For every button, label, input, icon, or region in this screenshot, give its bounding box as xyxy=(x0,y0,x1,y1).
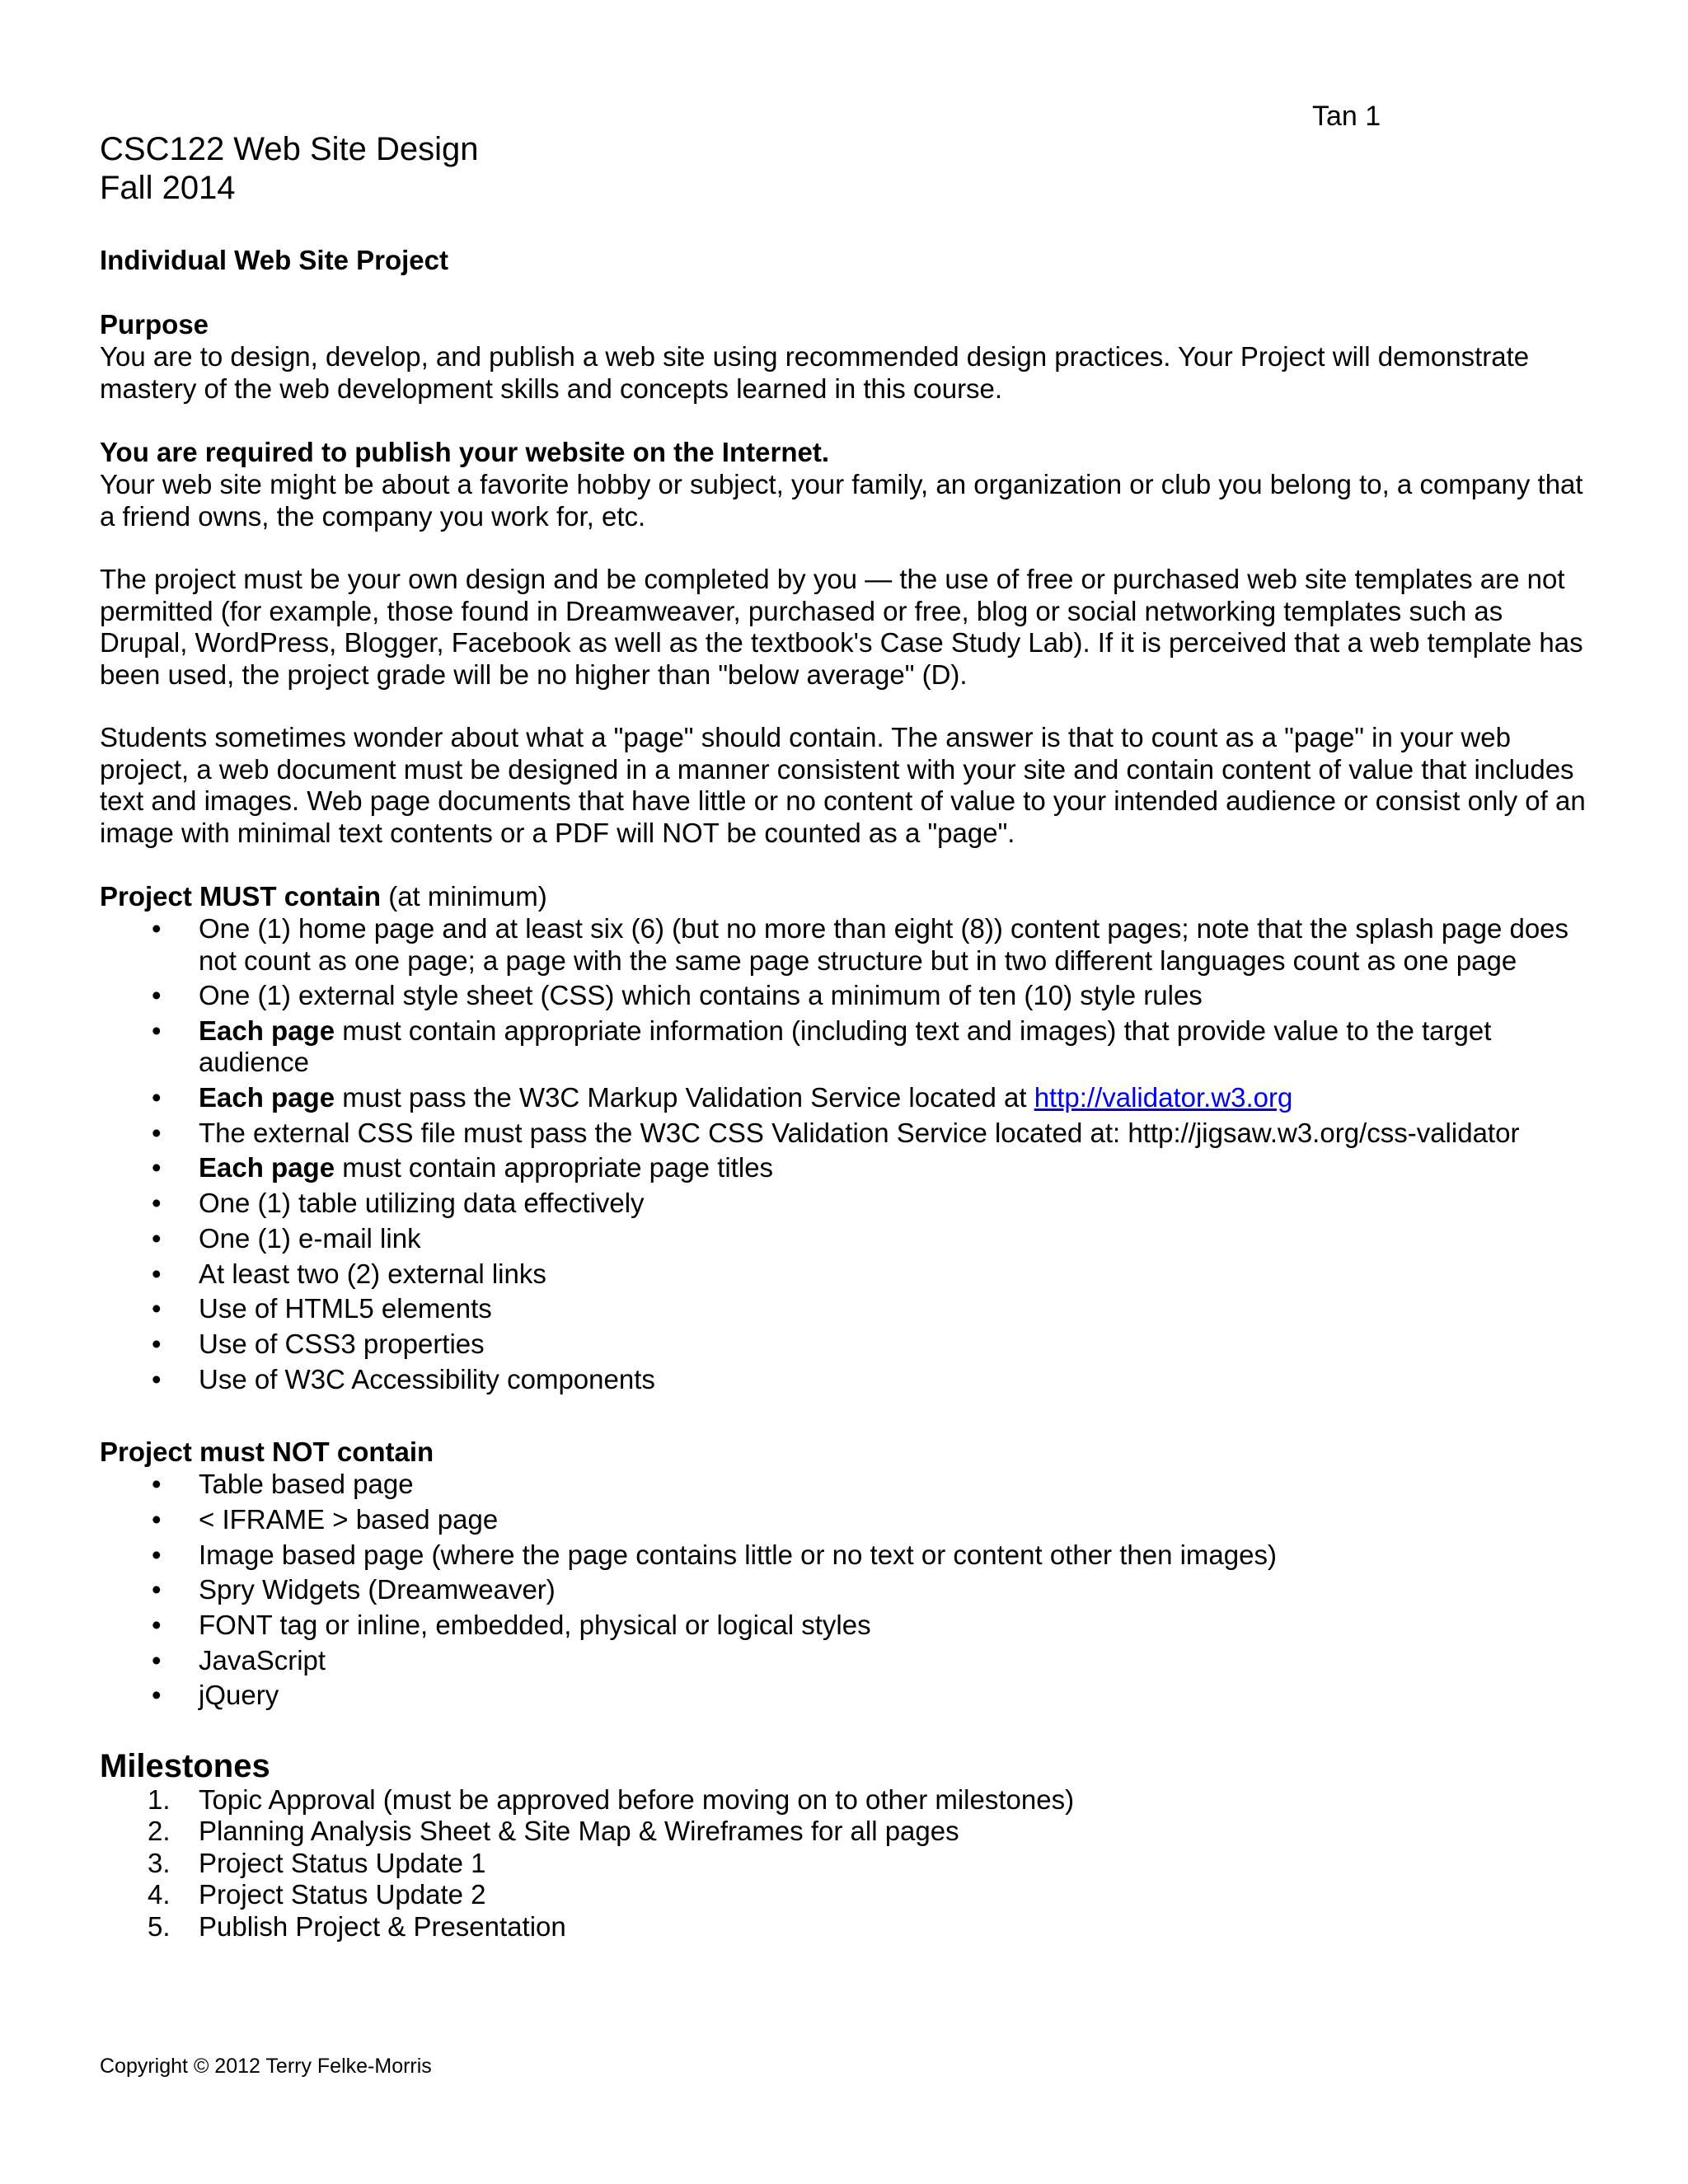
bullet-marker: • xyxy=(152,1117,162,1148)
must-contain-list xyxy=(100,913,1592,1395)
validator-link[interactable]: http://validator.w3.org xyxy=(1034,1082,1293,1113)
bullet-marker: • xyxy=(152,980,162,1011)
list-item xyxy=(100,1258,1592,1291)
list-item-text: Image based page (where the page contains little or no text or content other then images) xyxy=(199,1539,1277,1570)
milestone-text: Planning Analysis Sheet & Site Map & Wireframes for all pages xyxy=(199,1816,959,1847)
must-not-contain-list xyxy=(100,1469,1592,1712)
bullet-marker: • xyxy=(152,1469,162,1500)
bullet-marker: • xyxy=(152,1328,162,1359)
purpose-text: You are to design, develop, and publish a web site using recommended design practices. Your Project will demonstrate mastery of the web development skills and concepts learned in this course. xyxy=(100,341,1530,404)
course-term: Fall 2014 xyxy=(100,170,236,206)
list-item xyxy=(100,913,1592,977)
bullet-marker: • xyxy=(152,1539,162,1570)
milestone-number: 3. xyxy=(148,1847,171,1878)
bullet-marker: • xyxy=(152,1188,162,1219)
list-item xyxy=(100,1082,1592,1114)
list-item-text: Spry Widgets (Dreamweaver) xyxy=(199,1574,556,1605)
list-item xyxy=(100,1118,1592,1150)
list-item-bold: Each page xyxy=(199,1082,335,1113)
list-item xyxy=(100,1680,1592,1712)
course-title: CSC122 Web Site Design xyxy=(100,131,479,167)
must-not-contain-heading: Project must NOT contain xyxy=(100,1436,434,1468)
list-item xyxy=(100,1188,1592,1220)
milestone-item xyxy=(100,1879,1592,1911)
milestone-number: 2. xyxy=(148,1816,171,1847)
bullet-marker: • xyxy=(152,1258,162,1289)
list-item xyxy=(100,1540,1592,1572)
bullet-marker: • xyxy=(152,1610,162,1640)
list-item-text: Use of W3C Accessibility components xyxy=(199,1363,655,1394)
list-item-text: Table based page xyxy=(199,1469,414,1500)
list-item-text: JavaScript xyxy=(199,1644,326,1675)
list-item xyxy=(100,1610,1592,1642)
must-contain-heading-bold: Project MUST contain xyxy=(100,881,382,912)
list-item xyxy=(100,1015,1592,1079)
milestone-text: Topic Approval (must be approved before moving on to other milestones) xyxy=(199,1783,1075,1815)
bullet-marker: • xyxy=(152,1152,162,1183)
milestone-text: Publish Project & Presentation xyxy=(199,1910,566,1942)
page-number-header: Tan 1 xyxy=(1312,101,1381,132)
milestones-list xyxy=(100,1784,1592,1943)
list-item xyxy=(100,1504,1592,1536)
list-item-text: must contain appropriate information (including text and images) that provide value to the target audience xyxy=(199,1015,1492,1078)
own-design-text: The project must be your own design and be completed by you — the use of free or purchased web site templates are not permitted (for example, those found in Dreamweaver, purchased or free, blog or social networking templates such as Drupal, WordPress, Blogger, Facebook as well as the textbook's Case Study Lab). If it is perceived that a web template has been used, the project grade will be no higher than "below average" (D). xyxy=(100,564,1583,690)
list-item-text: FONT tag or inline, embedded, physical or logical styles xyxy=(199,1610,871,1640)
bullet-marker: • xyxy=(152,1363,162,1394)
bullet-marker: • xyxy=(152,1644,162,1675)
list-item-text: Use of CSS3 properties xyxy=(199,1328,485,1359)
list-item-text: At least two (2) external links xyxy=(199,1258,546,1289)
list-item-text: One (1) e-mail link xyxy=(199,1222,421,1254)
list-item-text: must pass the W3C Markup Validation Service located at xyxy=(335,1082,1034,1113)
publish-text: Your web site might be about a favorite hobby or subject, your family, an organization or club you belong to, a company that a friend owns, the company you work for, etc. xyxy=(100,469,1583,532)
bullet-marker: • xyxy=(152,1503,162,1535)
list-item xyxy=(100,1152,1592,1184)
list-item-bold: Each page xyxy=(199,1015,335,1046)
list-item xyxy=(100,1364,1592,1396)
bullet-marker: • xyxy=(152,913,162,944)
list-item xyxy=(100,980,1592,1012)
milestone-item xyxy=(100,1784,1592,1816)
list-item-text: Use of HTML5 elements xyxy=(199,1293,492,1324)
list-item-text: The external CSS file must pass the W3C CSS Validation Service located at: http://jigsaw.w3.org/css-validator xyxy=(199,1117,1520,1148)
list-item xyxy=(100,1223,1592,1255)
page-definition-text: Students sometimes wonder about what a "page" should contain. The answer is that to count as a "page" in your web project, a web document must be designed in a manner consistent with your site and contain content of value that includes text and images. Web page documents that have little or no content of value to your intended audience or consist only of an image with minimal text contents or a PDF will NOT be counted as a "page". xyxy=(100,722,1586,848)
copyright-footer: Copyright © 2012 Terry Felke-Morris xyxy=(100,2055,432,2078)
list-item-text: One (1) table utilizing data effectively xyxy=(199,1188,645,1219)
milestone-number: 4. xyxy=(148,1879,171,1910)
list-item xyxy=(100,1293,1592,1325)
milestone-item xyxy=(100,1816,1592,1848)
list-item xyxy=(100,1329,1592,1361)
bullet-marker: • xyxy=(152,1680,162,1711)
document-content xyxy=(100,130,1592,1943)
purpose-heading: Purpose xyxy=(100,309,209,340)
list-item xyxy=(100,1469,1592,1501)
milestone-text: Project Status Update 1 xyxy=(199,1847,486,1878)
list-item-text: < IFRAME > based page xyxy=(199,1503,499,1535)
project-title: Individual Web Site Project xyxy=(100,245,448,275)
milestone-number: 1. xyxy=(148,1783,171,1815)
list-item-text: must contain appropriate page titles xyxy=(335,1152,774,1183)
bullet-marker: • xyxy=(152,1222,162,1254)
bullet-marker: • xyxy=(152,1574,162,1605)
list-item-text: jQuery xyxy=(199,1680,279,1711)
bullet-marker: • xyxy=(152,1015,162,1046)
list-item-text: One (1) external style sheet (CSS) which contains a minimum of ten (10) style rules xyxy=(199,980,1203,1011)
milestones-heading: Milestones xyxy=(100,1747,270,1784)
milestone-item xyxy=(100,1848,1592,1880)
milestone-text: Project Status Update 2 xyxy=(199,1879,486,1910)
publish-heading: You are required to publish your website on the Internet. xyxy=(100,437,829,467)
milestone-number: 5. xyxy=(148,1910,171,1942)
bullet-marker: • xyxy=(152,1293,162,1324)
list-item-bold: Each page xyxy=(199,1152,335,1183)
milestone-item xyxy=(100,1911,1592,1943)
list-item-text: One (1) home page and at least six (6) (but no more than eight (8)) content pages; note that the splash page does not count as one page; a page with the same page structure but in two different languages count as one page xyxy=(199,913,1569,976)
list-item xyxy=(100,1574,1592,1606)
must-contain-heading-rest: (at minimum) xyxy=(381,881,547,912)
list-item xyxy=(100,1645,1592,1677)
must-contain-heading xyxy=(100,880,1592,913)
bullet-marker: • xyxy=(152,1082,162,1113)
